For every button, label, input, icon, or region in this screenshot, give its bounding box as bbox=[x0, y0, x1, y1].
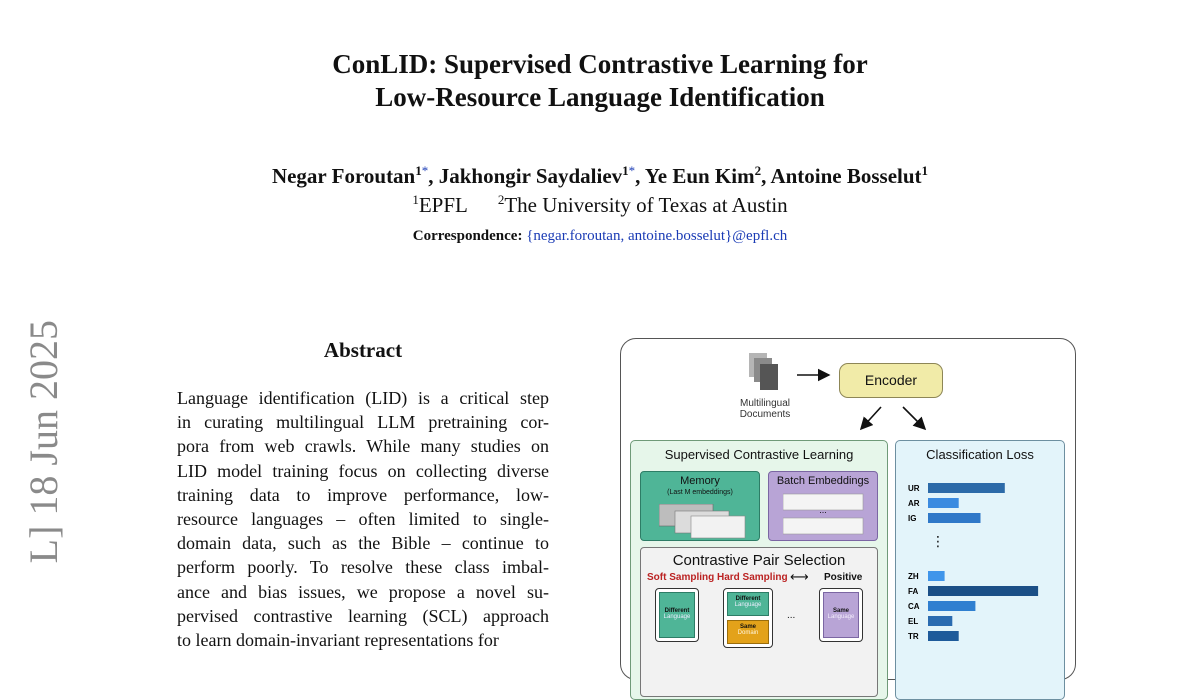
author-1 bbox=[272, 164, 439, 188]
author-separator: , bbox=[761, 164, 771, 188]
classification-bar-chart bbox=[896, 477, 1064, 657]
abstract-line: LID model training focus on collecting diverse bbox=[177, 460, 549, 481]
author-affiliation-mark: 2 bbox=[754, 163, 762, 178]
abstract-line: Language identification (LID) is a critical step bbox=[177, 388, 549, 408]
equal-contribution-mark: * bbox=[628, 163, 636, 178]
author-list bbox=[0, 163, 1200, 189]
author-name: Antoine Bosselut bbox=[770, 164, 922, 188]
batch-embeddings-block bbox=[768, 471, 878, 541]
affiliation-name: EPFL bbox=[418, 193, 468, 217]
abstract-line: perform poorly. To resolve these class imbal- bbox=[177, 557, 549, 578]
author-affiliation-mark: 1 bbox=[415, 163, 422, 178]
abstract-line: domain data, such as the Bible – continue to bbox=[177, 533, 549, 554]
abstract-line: pora from web crawls. While many studies on bbox=[177, 436, 549, 457]
author-separator: , bbox=[635, 164, 645, 188]
bar-label: CA bbox=[908, 602, 920, 611]
bar-el bbox=[928, 616, 952, 626]
abstract-body bbox=[177, 386, 549, 652]
soft-sample-card bbox=[655, 588, 699, 642]
abstract-line: in curating multilingual LLM pretraining cor- bbox=[177, 412, 549, 433]
bar-ur bbox=[928, 483, 1005, 493]
affiliation-1 bbox=[412, 193, 468, 217]
abstract-line: ance and bias issues, we propose a novel su- bbox=[177, 581, 549, 602]
pair-title: Contrastive Pair Selection bbox=[672, 552, 846, 569]
batch-grid-icon bbox=[783, 492, 865, 538]
positive-card-inner bbox=[823, 592, 859, 638]
abstract-line: to learn domain-invariant representations for bbox=[177, 629, 499, 650]
hard-card-1-line-2: Language bbox=[734, 602, 762, 608]
positive-label: Positive bbox=[824, 572, 863, 583]
soft-card-line-1: Different bbox=[664, 608, 690, 614]
batch-title: Batch Embeddings bbox=[776, 475, 870, 487]
bar-label: TR bbox=[908, 632, 919, 641]
author-separator: , bbox=[428, 164, 439, 188]
abstract-line: resource languages – often limited to single- bbox=[177, 508, 549, 529]
hard-card-language bbox=[727, 592, 769, 616]
affiliation-2 bbox=[498, 193, 788, 217]
bar-zh bbox=[928, 571, 945, 581]
hard-card-2-line-2: Domain bbox=[737, 630, 759, 636]
author-2 bbox=[439, 164, 645, 188]
bar-label: EL bbox=[908, 617, 919, 626]
hard-card-1-line-1: Different bbox=[735, 596, 761, 602]
bar-ig bbox=[928, 513, 981, 523]
hard-card-domain bbox=[727, 620, 769, 644]
author-name: Negar Foroutan bbox=[271, 164, 416, 188]
affiliation-mark: 1 bbox=[412, 192, 419, 207]
pair-ellipsis: ... bbox=[787, 610, 796, 621]
bar-fa bbox=[928, 586, 1038, 596]
method-figure bbox=[620, 338, 1076, 680]
memory-grid-icon bbox=[659, 504, 754, 539]
author-affiliation-mark: 1 bbox=[622, 163, 629, 178]
classification-ellipsis: ⋮ bbox=[931, 533, 945, 549]
documents-label-line-1: Multilingual bbox=[739, 398, 791, 409]
correspondence bbox=[0, 228, 1200, 245]
memory-title: Memory bbox=[680, 475, 720, 487]
author-3 bbox=[645, 164, 771, 188]
bar-tr bbox=[928, 631, 959, 641]
bar-ar bbox=[928, 498, 959, 508]
title-line-1: ConLID: Supervised Contrastive Learning for bbox=[332, 49, 868, 79]
positive-card bbox=[819, 588, 863, 642]
affiliation-mark: 2 bbox=[497, 192, 505, 207]
affiliation-name: The University of Texas at Austin bbox=[504, 193, 788, 217]
author-name: Ye Eun Kim bbox=[644, 164, 755, 188]
positive-card-line-2: Language bbox=[827, 614, 855, 620]
soft-sampling-label: Soft Sampling bbox=[647, 572, 715, 583]
bar-label: IG bbox=[908, 514, 917, 523]
title-line-2: Low-Resource Language Identification bbox=[375, 82, 825, 112]
hard-sample-card bbox=[723, 588, 773, 648]
hard-sampling-label: Hard Sampling bbox=[717, 572, 788, 583]
classification-panel bbox=[895, 440, 1065, 700]
bar-label: ZH bbox=[908, 572, 919, 581]
soft-card-line-2: Language bbox=[663, 614, 691, 620]
abstract-heading: Abstract bbox=[323, 338, 403, 362]
memory-subtitle: (Last M embeddings) bbox=[667, 489, 733, 496]
arxiv-stamp: L] 18 Jun 2025 bbox=[21, 320, 66, 564]
memory-block bbox=[640, 471, 760, 541]
batch-ellipsis: ... bbox=[819, 505, 827, 515]
correspondence-label: Correspondence: bbox=[412, 228, 523, 244]
correspondence-email[interactable]: {negar.foroutan, antoine.bosselut}@epfl.ch bbox=[526, 228, 788, 244]
bar-ca bbox=[928, 601, 975, 611]
classification-title: Classification Loss bbox=[926, 447, 1034, 462]
bar-label: FA bbox=[908, 587, 919, 596]
bidirectional-arrow-icon: ⟷ bbox=[790, 569, 809, 584]
bar-label: UR bbox=[908, 484, 920, 493]
author-4 bbox=[770, 164, 928, 188]
positive-card-line-1: Same bbox=[832, 608, 849, 614]
affiliations bbox=[0, 192, 1200, 218]
encoder-block: Encoder bbox=[839, 363, 943, 398]
bar-label: AR bbox=[908, 499, 920, 508]
pair-selection-block bbox=[640, 547, 878, 697]
documents-label-line-2: Documents bbox=[739, 409, 791, 420]
paper-title bbox=[0, 48, 1200, 114]
abstract-line: pervised contrastive learning (SCL) approach bbox=[177, 605, 549, 626]
hard-card-2-line-1: Same bbox=[739, 624, 756, 630]
author-affiliation-mark: 1 bbox=[921, 163, 929, 178]
soft-card-inner bbox=[659, 592, 695, 638]
scl-panel bbox=[630, 440, 888, 700]
author-name: Jakhongir Saydaliev bbox=[438, 164, 623, 188]
scl-title: Supervised Contrastive Learning bbox=[664, 447, 854, 462]
equal-contribution-mark: * bbox=[421, 163, 429, 178]
abstract-line: training data to improve performance, low- bbox=[177, 484, 549, 505]
